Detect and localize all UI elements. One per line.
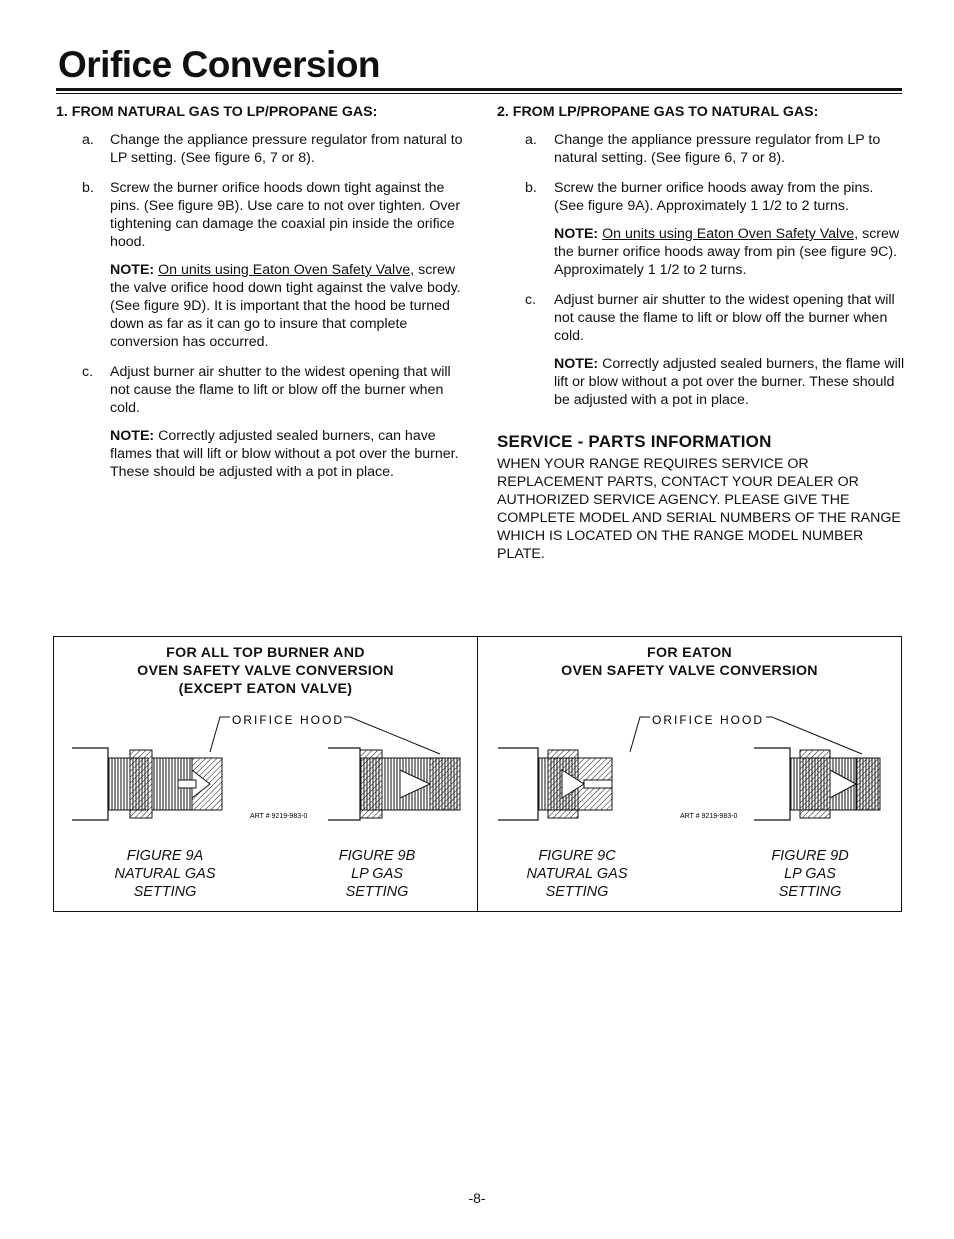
right-panel-title (478, 644, 901, 680)
caption-figure: FIGURE 9C (538, 848, 616, 864)
page-number: -8- (468, 1190, 486, 1206)
item-letter: b. (82, 180, 94, 196)
list-item (56, 179, 466, 251)
section1-heading: 1. FROM NATURAL GAS TO LP/PROPANE GAS: (56, 104, 378, 120)
caption-setting: SETTING (778, 884, 842, 900)
list-item (497, 131, 907, 167)
note-label: NOTE: (110, 262, 155, 278)
note (110, 427, 466, 481)
panel-title-line: (EXCEPT EATON VALVE) (178, 681, 353, 697)
service-heading: SERVICE - PARTS INFORMATION (497, 432, 772, 451)
note-label: NOTE: (554, 356, 599, 372)
note-label: NOTE: (554, 226, 599, 242)
panel-title-line: FOR ALL TOP BURNER AND (166, 645, 365, 661)
list-item (56, 363, 466, 417)
caption-9b (302, 847, 452, 901)
caption-9a (90, 847, 240, 901)
caption-9d (735, 847, 885, 901)
item-letter: c. (525, 292, 537, 308)
item-text: Screw the burner orifice hoods away from the pins. (See figure 9A). Approximately 1 1/2 to 2 turns. (554, 180, 874, 214)
item-text: Screw the burner orifice hoods down tight against the pins. (See figure 9B). Use care to not over tighten. Over tightening can damage the coaxial pin inside the orifice hood. (110, 180, 461, 250)
note-label: NOTE: (110, 428, 155, 444)
caption-setting: SETTING (545, 884, 609, 900)
note (110, 261, 466, 351)
callout-label: ORIFICE HOOD (232, 713, 345, 727)
caption-gas: LP GAS (351, 866, 403, 882)
item-letter: a. (525, 132, 537, 148)
panel-title-line: FOR EATON (647, 645, 732, 661)
note-underlined: On units using Eaton Oven Safety Valve, (158, 262, 415, 278)
item-text: Adjust burner air shutter to the widest opening that will not cause the flame to lift or blow off the burner when cold. (110, 364, 451, 416)
page-title: Orifice Conversion (58, 44, 381, 85)
note-text: Correctly adjusted sealed burners, the flame will lift or blow without a pot over the burner. These should be adjusted with a pot in place. (554, 356, 905, 408)
note-text: screw the valve orifice hood down tight against the valve body. (See figure 9D). It is important that the hood be turned down as far as it can go to insure that complete conversion has occurred. (110, 262, 461, 350)
note-text: screw the burner orifice hoods away from pin (see figure 9C). Approximately 1 1/2 to 2 turns. (554, 226, 900, 278)
note-text: Correctly adjusted sealed burners, can have flames that will lift or blow without a pot over the burner. These should be adjusted with a pot in place. (110, 428, 459, 480)
art-number: ART # 9219-983-0 (680, 813, 738, 820)
title-rule-thin (56, 93, 902, 94)
item-letter: b. (525, 180, 537, 196)
section-lp-to-natural (497, 103, 907, 563)
note (554, 225, 907, 279)
caption-gas: NATURAL GAS (114, 866, 216, 882)
note (554, 355, 907, 409)
item-letter: a. (82, 132, 94, 148)
left-panel-title (54, 644, 477, 698)
caption-setting: SETTING (133, 884, 197, 900)
panel-title-line: OVEN SAFETY VALVE CONVERSION (137, 663, 394, 679)
caption-9c (502, 847, 652, 901)
caption-setting: SETTING (345, 884, 409, 900)
caption-gas: NATURAL GAS (526, 866, 628, 882)
item-text: Adjust burner air shutter to the widest opening that will not cause the flame to lift or blow off the burner when cold. (554, 292, 895, 344)
title-rule (56, 88, 902, 91)
service-body: WHEN YOUR RANGE REQUIRES SERVICE OR REPLACEMENT PARTS, CONTACT YOUR DEALER OR AUTHORIZED SERVICE AGENCY. PLEASE GIVE THE COMPLETE MODEL AND SERIAL NUMBERS OF THE RANGE WHICH IS LOCATED ON THE RANGE MODEL NUMBER PLATE. (497, 456, 901, 562)
item-text: Change the appliance pressure regulator from LP to natural setting. (See figure 6, 7 or 8). (554, 132, 881, 166)
caption-gas: LP GAS (784, 866, 836, 882)
list-item (56, 131, 466, 167)
caption-figure: FIGURE 9B (338, 848, 416, 864)
caption-figure: FIGURE 9A (126, 848, 204, 864)
art-number: ART # 9219-983-0 (250, 813, 308, 820)
orifice-drawing-9a-9b (60, 700, 470, 840)
panel-title-line: OVEN SAFETY VALVE CONVERSION (561, 663, 818, 679)
list-item (497, 179, 907, 215)
section2-heading: 2. FROM LP/PROPANE GAS TO NATURAL GAS: (497, 104, 819, 120)
note-underlined: On units using Eaton Oven Safety Valve, (602, 226, 859, 242)
section-natural-to-lp (56, 103, 466, 493)
callout-label: ORIFICE HOOD (652, 713, 765, 727)
item-letter: c. (82, 364, 94, 380)
item-text: Change the appliance pressure regulator from natural to LP setting. (See figure 6, 7 or 8). (110, 132, 463, 166)
orifice-drawing-9c-9d (484, 700, 894, 840)
caption-figure: FIGURE 9D (771, 848, 849, 864)
list-item (497, 291, 907, 345)
